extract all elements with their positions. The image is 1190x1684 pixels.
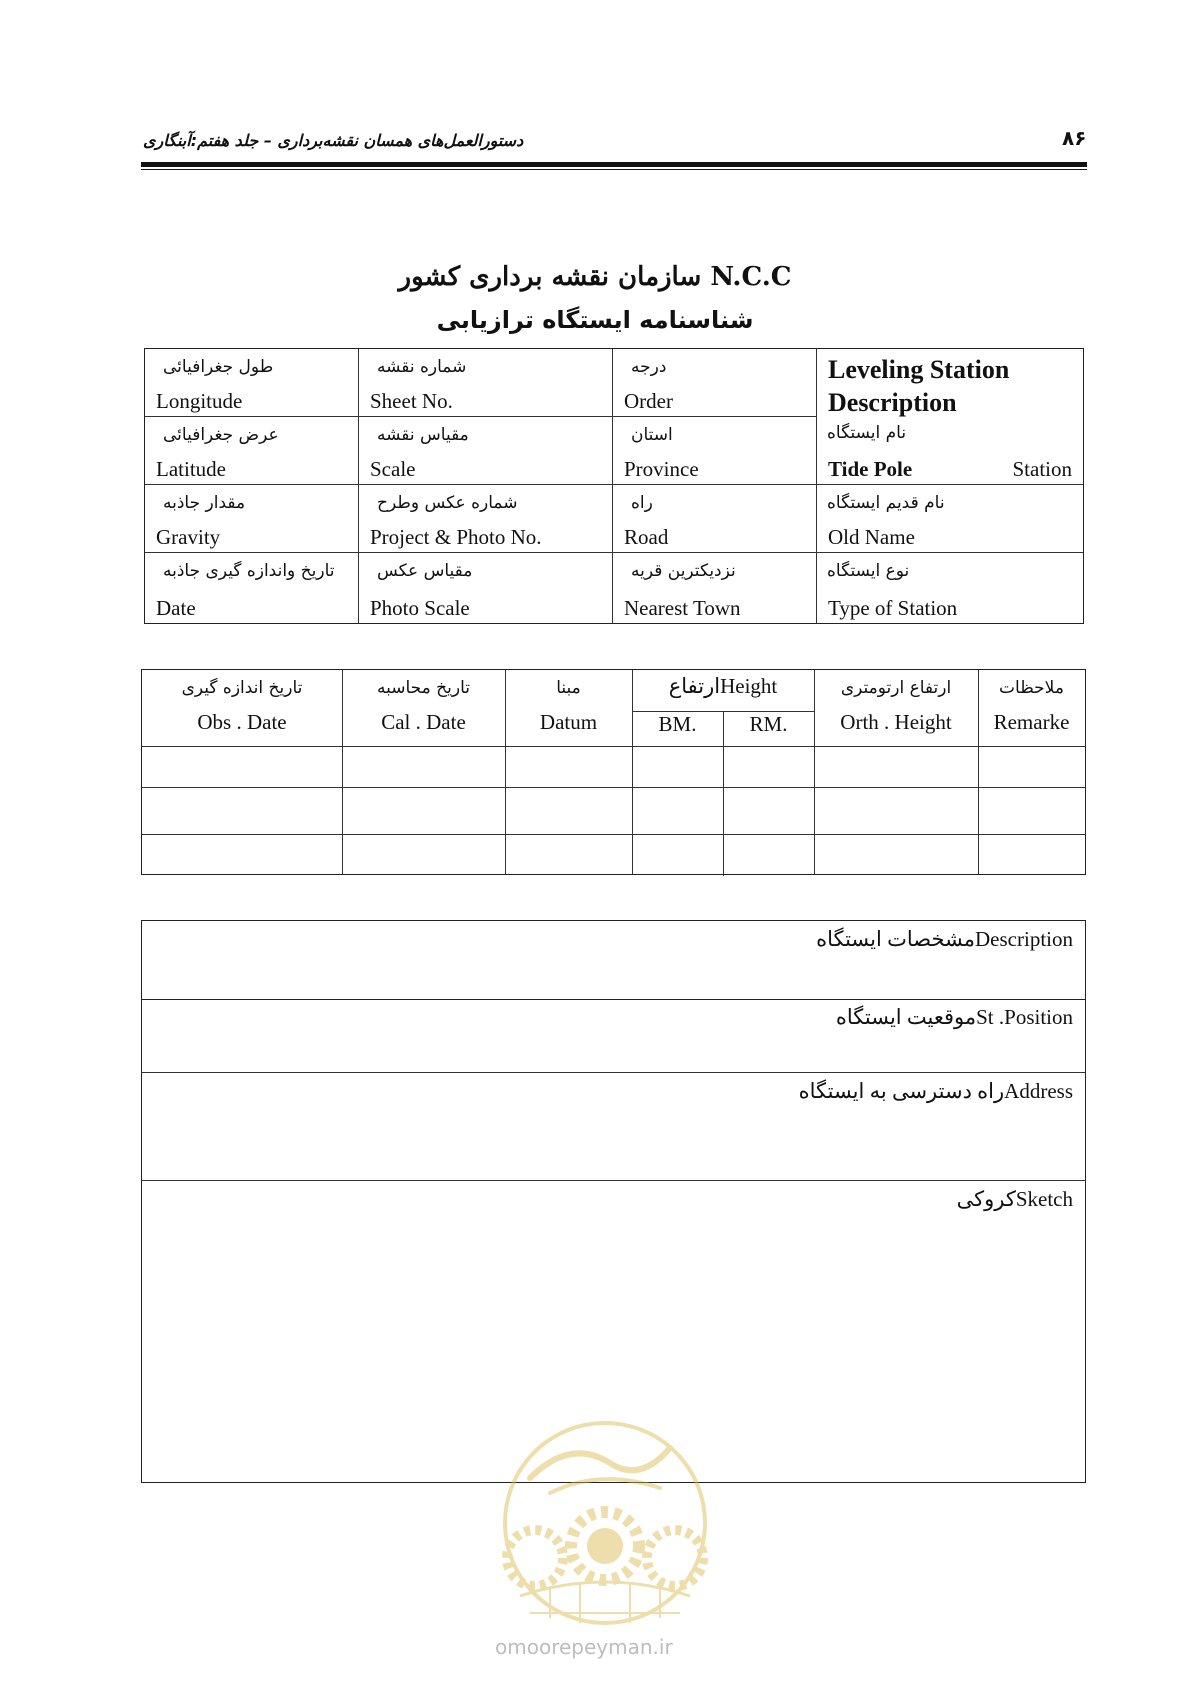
column-divider <box>632 670 633 874</box>
bm-header: BM. <box>658 712 697 736</box>
scale-en-label: Scale <box>370 457 416 481</box>
cal-date-fa-header: تاریخ محاسبه <box>377 678 470 698</box>
road-fa-label: راه <box>631 493 653 513</box>
gravity-fa-label: مقدار جاذبه <box>163 493 246 513</box>
column-divider <box>505 670 506 874</box>
table-row-rule <box>142 787 1085 788</box>
station-name-cell <box>817 417 1083 485</box>
address-label: Addressراه دسترسی به ایستگاه <box>798 1079 1073 1103</box>
station-name-value: Tide Pole <box>828 457 913 481</box>
sketch-label: Sketchکروکی <box>956 1187 1073 1211</box>
rm-header: RM. <box>749 712 788 736</box>
datum-fa-header: مبنا <box>556 678 581 698</box>
old-name-fa-label: نام قدیم ایستگاه <box>827 493 945 513</box>
nearest-town-en-label: Nearest Town <box>624 596 741 620</box>
latitude-fa-label: عرض جغرافیائی <box>163 425 279 445</box>
date-fa-label: تاریخ واندازه گیری جاذبه <box>163 561 335 581</box>
remarks-en-header: Remarke <box>993 710 1070 734</box>
leveling-title-cell <box>817 349 1083 417</box>
date-cell <box>145 553 359 623</box>
nearest-town-cell <box>613 553 817 623</box>
address-box <box>141 1072 1086 1181</box>
datum-en-header: Datum <box>539 710 598 734</box>
orth-height-en-header: Orth . Height <box>840 710 952 734</box>
orth-height-fa-header: ارتفاع ارتومتری <box>840 678 952 698</box>
position-box <box>141 999 1086 1073</box>
nearest-town-fa-label: نزدیکترین قریه <box>631 561 736 581</box>
organization-title: سازمان نقشه برداری کشور N.C.C <box>398 262 792 292</box>
gravity-en-label: Gravity <box>156 525 221 549</box>
longitude-cell <box>145 349 359 417</box>
gravity-cell <box>145 485 359 553</box>
table-row-rule <box>142 746 1085 747</box>
photo-scale-cell <box>359 553 613 623</box>
province-en-label: Province <box>624 457 699 481</box>
old-name-en-label: Old Name <box>828 525 915 549</box>
date-en-label: Date <box>156 596 196 620</box>
station-info-table <box>144 348 1084 624</box>
scale-fa-label: مقیاس نقشه <box>377 425 469 445</box>
column-divider <box>342 670 343 874</box>
road-en-label: Road <box>624 525 669 549</box>
remarks-fa-header: ملاحظات <box>999 678 1064 698</box>
obs-date-en-header: Obs . Date <box>197 710 287 734</box>
latitude-en-label: Latitude <box>156 457 226 481</box>
order-cell <box>613 349 817 417</box>
watermark-logo <box>490 1418 720 1628</box>
province-fa-label: استان <box>631 425 673 445</box>
project-photo-cell <box>359 485 613 553</box>
latitude-cell <box>145 417 359 485</box>
project-photo-en-label: Project & Photo No. <box>370 525 542 549</box>
longitude-fa-label: طول جغرافیائی <box>163 357 274 377</box>
sheet-no-en-label: Sheet No. <box>370 389 453 413</box>
photo-scale-en-label: Photo Scale <box>370 596 470 620</box>
sheet-no-cell <box>359 349 613 417</box>
page-number: ۸۶ <box>1062 126 1087 150</box>
description-label: Descriptionمشخصات ایستگاه <box>816 927 1073 951</box>
document-title: شناسنامه ایستگاه ترازیابی <box>436 306 754 334</box>
station-type-en-label: Type of Station <box>828 596 958 620</box>
column-divider <box>814 670 815 874</box>
height-header: Heightارتفاع <box>668 674 778 698</box>
table-row-rule <box>142 834 1085 835</box>
sheet-no-fa-label: شماره نقشه <box>377 357 467 377</box>
running-header-title: دستورالعمل‌های همسان نقشه‌برداری – جلد هفتم:آبنگاری <box>143 131 524 150</box>
station-type-fa-label: نوع ایستگاه <box>827 561 910 581</box>
province-cell <box>613 417 817 485</box>
road-cell <box>613 485 817 553</box>
obs-date-fa-header: تاریخ اندازه گیری <box>181 678 303 698</box>
order-fa-label: درجه <box>631 357 667 377</box>
leveling-station-description-title: Leveling Station Description <box>828 355 1010 417</box>
cal-date-en-header: Cal . Date <box>381 710 466 734</box>
order-en-label: Order <box>624 389 673 413</box>
station-en-label: Station <box>1012 457 1072 481</box>
scale-cell <box>359 417 613 485</box>
watermark-text: omoorepeyman.ir <box>495 1635 673 1659</box>
observation-table <box>141 669 1086 875</box>
column-divider <box>978 670 979 874</box>
photo-scale-fa-label: مقیاس عکس <box>377 561 473 581</box>
position-label: St .Positionموقعیت ایستگاه <box>835 1005 1073 1029</box>
project-photo-fa-label: شماره عکس وطرح <box>377 493 518 513</box>
old-name-cell <box>817 485 1083 553</box>
header-rule-thin <box>141 169 1087 170</box>
station-name-fa-label: نام ایستگاه <box>827 423 907 443</box>
longitude-en-label: Longitude <box>156 389 243 413</box>
station-type-cell <box>817 553 1083 623</box>
header-rule-thick <box>141 162 1087 167</box>
description-box <box>141 920 1086 1000</box>
